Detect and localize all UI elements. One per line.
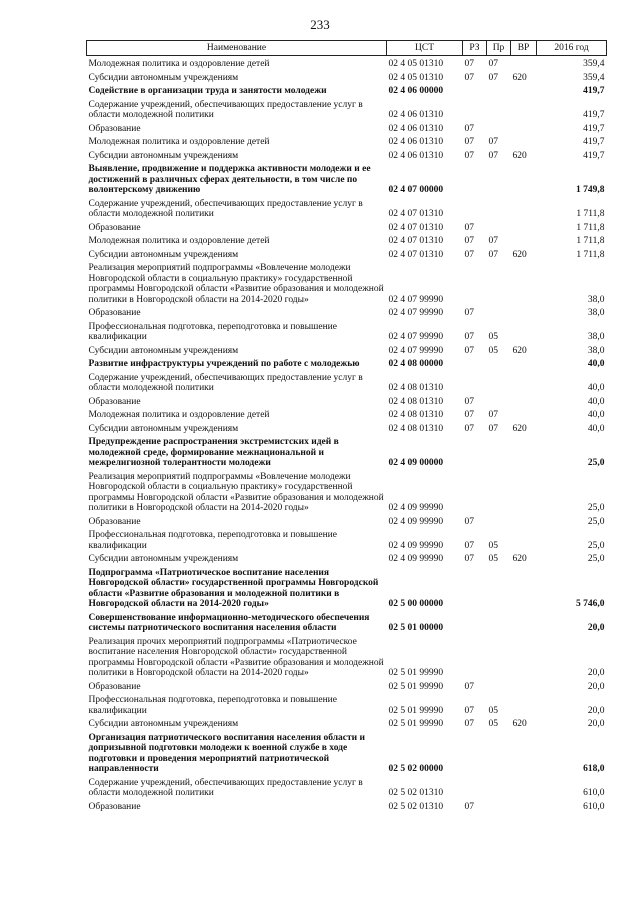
cell-cst: 02 4 07 01310 bbox=[388, 209, 444, 219]
cell-rz: 07 bbox=[464, 123, 474, 134]
cell-pr: 07 bbox=[488, 59, 498, 69]
cell-rz: 07 bbox=[464, 345, 474, 356]
cell-vr bbox=[511, 161, 537, 196]
cell-amount: 40,0 bbox=[587, 359, 605, 369]
cell-vr: 620 bbox=[512, 554, 527, 564]
table-row bbox=[87, 121, 607, 135]
cell-rz bbox=[463, 469, 487, 514]
cell-name: Субсидии автономным учреждениям bbox=[88, 249, 239, 260]
cell-pr bbox=[487, 121, 511, 135]
cell-rz: 07 bbox=[464, 423, 474, 434]
column-header-pr: Пр bbox=[487, 41, 511, 56]
cell-pr bbox=[487, 356, 511, 370]
cell-amount: 20,0 bbox=[587, 623, 605, 633]
cell-cst: 02 4 08 01310 bbox=[388, 423, 444, 434]
cell-vr bbox=[511, 469, 537, 514]
cell-vr bbox=[511, 634, 537, 679]
cell-vr bbox=[511, 565, 537, 610]
cell-vr bbox=[511, 356, 537, 370]
cell-pr bbox=[487, 610, 511, 634]
cell-pr bbox=[487, 634, 511, 679]
table-row bbox=[87, 70, 607, 84]
cell-rz: 07 bbox=[464, 150, 474, 161]
cell-vr bbox=[511, 799, 537, 813]
cell-name: Выявление, продвижение и поддержка активности молодежи и ее достижений в различных сферах деятельности, в том числе по волонтерскому движению bbox=[88, 164, 371, 195]
cell-amount: 25,0 bbox=[587, 540, 605, 551]
cell-name: Содействие в организации труда и занятости молодежи bbox=[88, 86, 327, 96]
cell-cst: 02 4 09 99990 bbox=[388, 516, 444, 527]
cell-name: Реализация мероприятий подпрограммы «Вовлечение молодежи Новгородской области в социальную практику» государственной программы Новгородской области «Развитие образования и молодежной политики в Новгородской области на 2014-2020 годы» bbox=[88, 263, 384, 305]
cell-name: Совершенствование информационно-методического обеспечения системы патриотического воспитания населения области bbox=[88, 612, 370, 633]
cell-name: Профессиональная подготовка, переподготовка и повышение квалификации bbox=[88, 530, 337, 551]
table-row bbox=[87, 356, 607, 370]
cell-amount: 618,0 bbox=[583, 764, 605, 774]
cell-amount: 25,0 bbox=[587, 503, 605, 513]
cell-name: Образование bbox=[88, 222, 141, 233]
cell-vr bbox=[511, 319, 537, 343]
cell-pr bbox=[487, 730, 511, 775]
column-header-cst: ЦСТ bbox=[387, 41, 463, 56]
table-row bbox=[87, 434, 607, 469]
cell-rz bbox=[463, 97, 487, 121]
cell-rz bbox=[463, 260, 487, 305]
cell-pr: 07 bbox=[488, 410, 498, 420]
cell-name: Содержание учреждений, обеспечивающих предоставление услуг в области молодежной политики bbox=[88, 777, 363, 798]
cell-cst: 02 5 02 00000 bbox=[388, 764, 444, 774]
cell-cst: 02 4 09 99990 bbox=[388, 540, 444, 551]
cell-pr bbox=[487, 83, 511, 97]
cell-vr bbox=[511, 220, 537, 234]
cell-cst: 02 5 01 99990 bbox=[388, 719, 444, 729]
cell-name: Субсидии автономным учреждениям bbox=[88, 423, 239, 434]
cell-vr bbox=[511, 514, 537, 528]
table-row bbox=[87, 196, 607, 220]
cell-cst: 02 5 01 99990 bbox=[388, 681, 444, 692]
table-row bbox=[87, 305, 607, 319]
cell-pr bbox=[487, 434, 511, 469]
cell-name: Содержание учреждений, обеспечивающих предоставление услуг в области молодежной политики bbox=[88, 198, 363, 219]
cell-pr bbox=[487, 679, 511, 693]
cell-name: Субсидии автономным учреждениям bbox=[88, 150, 239, 161]
cell-vr bbox=[511, 121, 537, 135]
cell-cst: 02 4 06 01310 bbox=[388, 150, 444, 161]
cell-cst: 02 4 05 01310 bbox=[388, 72, 444, 83]
cell-vr bbox=[511, 196, 537, 220]
cell-cst: 02 4 05 01310 bbox=[388, 59, 444, 69]
cell-cst: 02 4 08 01310 bbox=[388, 410, 444, 420]
cell-amount: 5 746,0 bbox=[576, 599, 605, 609]
cell-amount: 1 711,8 bbox=[576, 209, 605, 219]
cell-vr: 620 bbox=[512, 249, 527, 260]
cell-rz bbox=[463, 196, 487, 220]
cell-name: Образование bbox=[88, 516, 141, 527]
cell-name: Содержание учреждений, обеспечивающих предоставление услуг в области молодежной политики bbox=[88, 372, 363, 393]
cell-name: Образование bbox=[88, 801, 141, 812]
cell-pr: 05 bbox=[488, 345, 498, 356]
cell-rz bbox=[463, 370, 487, 394]
cell-rz bbox=[463, 83, 487, 97]
cell-rz: 07 bbox=[464, 540, 474, 551]
cell-rz: 07 bbox=[464, 137, 474, 147]
cell-vr bbox=[511, 56, 537, 70]
cell-amount: 359,4 bbox=[583, 72, 605, 83]
table-row bbox=[87, 421, 607, 435]
cell-vr bbox=[511, 730, 537, 775]
cell-vr bbox=[511, 305, 537, 319]
cell-amount: 38,0 bbox=[587, 332, 605, 342]
cell-cst: 02 4 06 01310 bbox=[388, 123, 444, 134]
cell-vr bbox=[511, 434, 537, 469]
cell-name: Молодежная политика и оздоровление детей bbox=[88, 59, 270, 69]
cell-amount: 25,0 bbox=[587, 458, 605, 468]
cell-vr: 620 bbox=[512, 423, 527, 434]
cell-amount: 610,0 bbox=[583, 788, 605, 798]
cell-vr bbox=[511, 527, 537, 551]
cell-amount: 610,0 bbox=[583, 801, 605, 812]
cell-name: Образование bbox=[88, 681, 141, 692]
table-row bbox=[87, 527, 607, 551]
cell-cst: 02 4 07 01310 bbox=[388, 249, 444, 260]
cell-rz bbox=[463, 610, 487, 634]
cell-name: Молодежная политика и оздоровление детей bbox=[88, 410, 270, 420]
cell-amount: 20,0 bbox=[587, 705, 605, 716]
cell-name: Субсидии автономным учреждениям bbox=[88, 345, 239, 356]
table-row bbox=[87, 407, 607, 421]
table-row bbox=[87, 83, 607, 97]
cell-name: Молодежная политика и оздоровление детей bbox=[88, 137, 270, 147]
cell-name: Профессиональная подготовка, переподготовка и повышение квалификации bbox=[88, 695, 337, 716]
cell-name: Образование bbox=[88, 308, 141, 318]
table-row bbox=[87, 514, 607, 528]
cell-pr bbox=[487, 514, 511, 528]
cell-rz: 07 bbox=[464, 236, 474, 246]
table-row bbox=[87, 551, 607, 565]
cell-name: Реализация прочих мероприятий подпрограммы «Патриотическое воспитание населения Новгородской области» государственной программы Новгородской области «Развитие образования и молодежной политики в Новгородской области на 2014-2020 годы» bbox=[88, 636, 384, 678]
cell-rz bbox=[463, 161, 487, 196]
cell-amount: 40,0 bbox=[587, 423, 605, 434]
cell-pr: 05 bbox=[488, 719, 498, 729]
cell-amount: 359,4 bbox=[583, 59, 605, 69]
cell-rz bbox=[463, 434, 487, 469]
table-row bbox=[87, 260, 607, 305]
cell-name: Организация патриотического воспитания населения области и допризывной подготовки молодежи к военной службе в ходе подготовки и проведения мероприятий патриотической направленности bbox=[88, 732, 366, 774]
cell-cst: 02 4 07 99990 bbox=[388, 308, 444, 318]
cell-amount: 1 749,8 bbox=[576, 185, 605, 195]
cell-rz bbox=[463, 775, 487, 799]
table-row bbox=[87, 679, 607, 693]
cell-vr bbox=[511, 97, 537, 121]
cell-pr bbox=[487, 565, 511, 610]
cell-vr bbox=[511, 134, 537, 148]
cell-pr: 07 bbox=[488, 137, 498, 147]
cell-amount: 40,0 bbox=[587, 410, 605, 420]
cell-pr: 07 bbox=[488, 150, 498, 161]
cell-amount: 40,0 bbox=[587, 396, 605, 407]
cell-cst: 02 4 06 01310 bbox=[388, 137, 444, 147]
cell-rz bbox=[463, 730, 487, 775]
cell-cst: 02 4 06 00000 bbox=[388, 86, 444, 96]
cell-name: Субсидии автономным учреждениям bbox=[88, 719, 239, 729]
cell-pr bbox=[487, 394, 511, 408]
cell-rz: 07 bbox=[464, 308, 474, 318]
table-row bbox=[87, 247, 607, 261]
cell-pr bbox=[487, 370, 511, 394]
cell-rz: 07 bbox=[464, 396, 474, 407]
cell-cst: 02 4 08 00000 bbox=[388, 359, 444, 369]
cell-cst: 02 4 07 99990 bbox=[388, 345, 444, 356]
cell-amount: 419,7 bbox=[583, 86, 605, 96]
cell-amount: 25,0 bbox=[587, 516, 605, 527]
cell-rz bbox=[463, 634, 487, 679]
cell-pr: 07 bbox=[488, 72, 498, 83]
cell-amount: 419,7 bbox=[583, 123, 605, 134]
table-row bbox=[87, 469, 607, 514]
cell-pr: 07 bbox=[488, 249, 498, 260]
cell-amount: 20,0 bbox=[587, 668, 605, 678]
table-row bbox=[87, 319, 607, 343]
table-row bbox=[87, 692, 607, 716]
cell-vr bbox=[511, 394, 537, 408]
column-header-name: Наименование bbox=[87, 41, 387, 56]
cell-rz: 07 bbox=[464, 801, 474, 812]
cell-cst: 02 5 02 01310 bbox=[388, 801, 444, 812]
cell-vr: 620 bbox=[512, 72, 527, 83]
cell-vr bbox=[511, 233, 537, 247]
table-row bbox=[87, 134, 607, 148]
cell-rz: 07 bbox=[464, 249, 474, 260]
cell-cst: 02 4 09 00000 bbox=[388, 458, 444, 468]
cell-pr bbox=[487, 97, 511, 121]
cell-pr: 05 bbox=[488, 705, 498, 716]
cell-amount: 1 711,8 bbox=[576, 222, 605, 233]
table-row bbox=[87, 799, 607, 813]
table-row bbox=[87, 610, 607, 634]
cell-rz: 07 bbox=[464, 719, 474, 729]
cell-name: Реализация мероприятий подпрограммы «Вовлечение молодежи Новгородской области в социальную практику» государственной программы Новгородской области «Развитие образования и молодежной политики в Новгородской области на 2014-2020 годы» bbox=[88, 471, 384, 513]
cell-pr: 05 bbox=[488, 554, 498, 564]
cell-name: Содержание учреждений, обеспечивающих предоставление услуг в области молодежной политики bbox=[88, 99, 363, 120]
cell-amount: 419,7 bbox=[583, 150, 605, 161]
budget-table bbox=[86, 40, 607, 812]
cell-name: Субсидии автономным учреждениям bbox=[88, 554, 239, 564]
cell-amount: 38,0 bbox=[587, 294, 605, 305]
cell-pr bbox=[487, 799, 511, 813]
cell-name: Предупреждение распространения экстремистских идей в молодежной среде, формирование межнациональной и межрелигиозной толерантности молодежи bbox=[88, 437, 339, 468]
cell-rz: 07 bbox=[464, 681, 474, 692]
table-row bbox=[87, 394, 607, 408]
cell-amount: 20,0 bbox=[587, 681, 605, 692]
table-row bbox=[87, 370, 607, 394]
cell-cst: 02 5 01 00000 bbox=[388, 623, 444, 633]
cell-vr bbox=[511, 775, 537, 799]
cell-rz bbox=[463, 565, 487, 610]
page-number: 233 bbox=[310, 17, 330, 32]
table-row bbox=[87, 220, 607, 234]
cell-pr: 07 bbox=[488, 423, 498, 434]
cell-cst: 02 4 08 01310 bbox=[388, 383, 444, 393]
cell-vr bbox=[511, 407, 537, 421]
cell-name: Молодежная политика и оздоровление детей bbox=[88, 236, 270, 246]
cell-name: Субсидии автономным учреждениям bbox=[88, 72, 239, 83]
table-row bbox=[87, 97, 607, 121]
cell-amount: 20,0 bbox=[587, 719, 605, 729]
table-header-row bbox=[87, 41, 607, 56]
cell-rz: 07 bbox=[464, 59, 474, 69]
table-row bbox=[87, 634, 607, 679]
cell-pr bbox=[487, 775, 511, 799]
cell-cst: 02 4 07 00000 bbox=[388, 185, 444, 195]
cell-amount: 38,0 bbox=[587, 345, 605, 356]
cell-name: Подпрограмма «Патриотическое воспитание населения Новгородской области» государственной программы Новгородской области «Развитие образования и молодежной политики в Новгородской области на 2014-2020 годы» bbox=[88, 567, 379, 609]
cell-vr bbox=[511, 83, 537, 97]
cell-name: Образование bbox=[88, 396, 141, 407]
table-row bbox=[87, 775, 607, 799]
column-header-rz: РЗ bbox=[463, 41, 487, 56]
cell-pr bbox=[487, 220, 511, 234]
cell-cst: 02 4 07 01310 bbox=[388, 236, 444, 246]
cell-vr: 620 bbox=[512, 719, 527, 729]
table-row bbox=[87, 233, 607, 247]
cell-vr: 620 bbox=[512, 345, 527, 356]
cell-cst: 02 5 02 01310 bbox=[388, 788, 444, 798]
cell-vr bbox=[511, 610, 537, 634]
cell-pr bbox=[487, 469, 511, 514]
table-row bbox=[87, 148, 607, 162]
cell-vr bbox=[511, 260, 537, 305]
cell-pr: 05 bbox=[488, 332, 498, 342]
cell-cst: 02 5 01 99990 bbox=[388, 668, 444, 678]
table-row bbox=[87, 56, 607, 70]
cell-cst: 02 4 07 01310 bbox=[388, 222, 444, 233]
cell-pr: 07 bbox=[488, 236, 498, 246]
column-header-amount: 2016 год bbox=[537, 41, 607, 56]
cell-vr bbox=[511, 692, 537, 716]
cell-cst: 02 5 01 99990 bbox=[388, 705, 444, 716]
cell-cst: 02 5 00 00000 bbox=[388, 599, 444, 609]
table-row bbox=[87, 730, 607, 775]
cell-pr bbox=[487, 161, 511, 196]
cell-rz: 07 bbox=[464, 222, 474, 233]
cell-rz: 07 bbox=[464, 554, 474, 564]
cell-pr bbox=[487, 305, 511, 319]
cell-amount: 25,0 bbox=[587, 554, 605, 564]
cell-cst: 02 4 09 99990 bbox=[388, 554, 444, 564]
cell-vr: 620 bbox=[512, 150, 527, 161]
table-row bbox=[87, 161, 607, 196]
cell-amount: 1 711,8 bbox=[576, 236, 605, 246]
cell-vr bbox=[511, 679, 537, 693]
table-body bbox=[87, 56, 607, 813]
cell-name: Образование bbox=[88, 123, 141, 134]
cell-cst: 02 4 08 01310 bbox=[388, 396, 444, 407]
cell-cst: 02 4 06 01310 bbox=[388, 110, 444, 120]
cell-pr bbox=[487, 196, 511, 220]
cell-vr bbox=[511, 370, 537, 394]
cell-name: Профессиональная подготовка, переподготовка и повышение квалификации bbox=[88, 321, 337, 342]
cell-amount: 419,7 bbox=[583, 110, 605, 120]
cell-pr: 05 bbox=[488, 540, 498, 551]
cell-cst: 02 4 07 99990 bbox=[388, 332, 444, 342]
cell-cst: 02 4 07 99990 bbox=[388, 294, 444, 305]
cell-rz: 07 bbox=[464, 705, 474, 716]
cell-amount: 419,7 bbox=[583, 137, 605, 147]
table-row bbox=[87, 716, 607, 730]
cell-cst: 02 4 09 99990 bbox=[388, 503, 444, 513]
cell-amount: 40,0 bbox=[587, 383, 605, 393]
column-header-vr: ВР bbox=[511, 41, 537, 56]
table-row bbox=[87, 343, 607, 357]
cell-amount: 38,0 bbox=[587, 308, 605, 318]
cell-rz: 07 bbox=[464, 410, 474, 420]
cell-name: Развитие инфраструктуры учреждений по работе с молодежью bbox=[88, 359, 360, 369]
cell-pr bbox=[487, 260, 511, 305]
cell-rz: 07 bbox=[464, 332, 474, 342]
cell-rz: 07 bbox=[464, 516, 474, 527]
cell-rz: 07 bbox=[464, 72, 474, 83]
cell-rz bbox=[463, 356, 487, 370]
cell-amount: 1 711,8 bbox=[576, 249, 605, 260]
table-row bbox=[87, 565, 607, 610]
